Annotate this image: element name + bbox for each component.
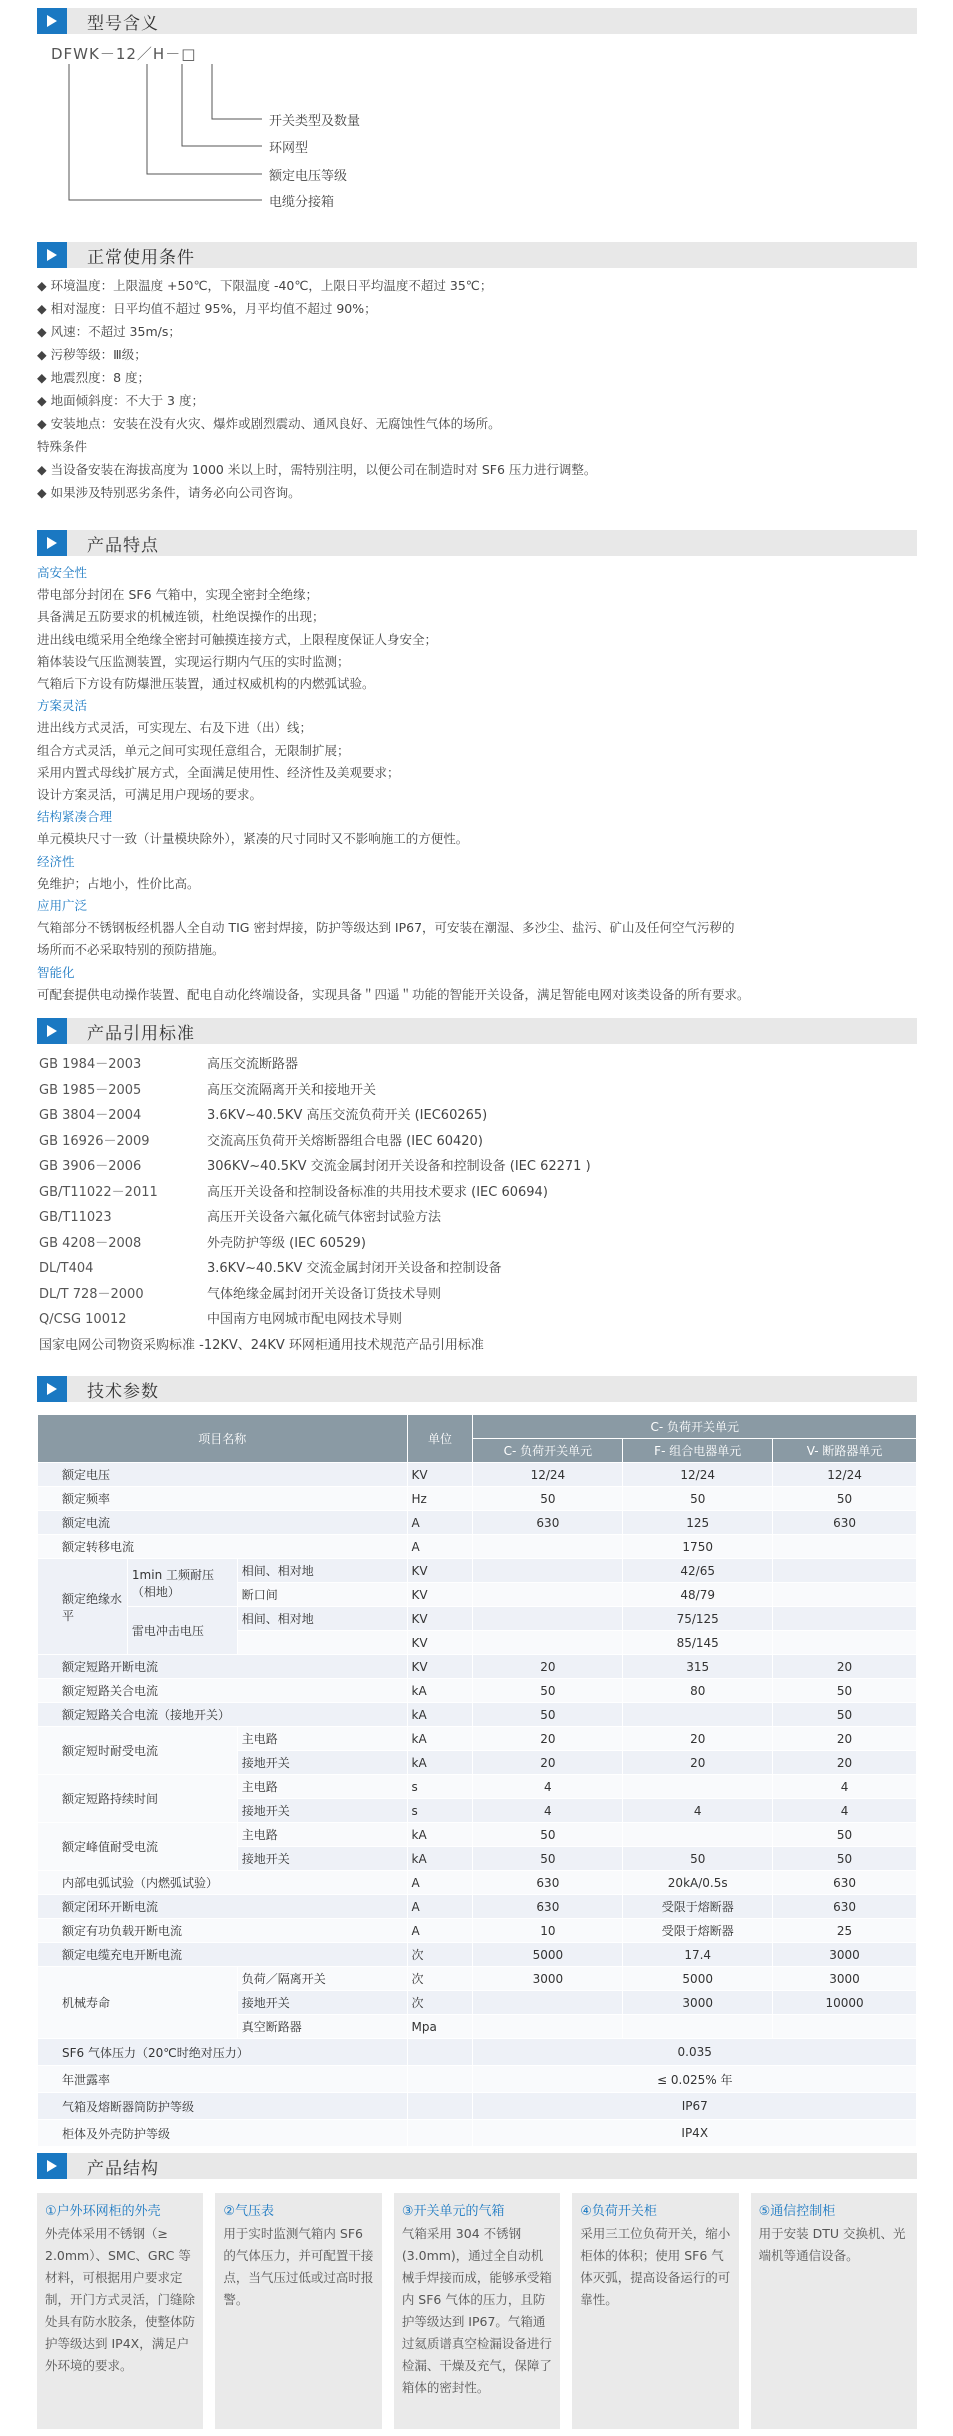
play-icon <box>37 242 67 268</box>
special-conditions-heading: 特殊条件 <box>37 439 88 454</box>
structure-box <box>37 2193 203 2429</box>
table-row <box>38 1895 917 1919</box>
condition-item: ◆ 地面倾斜度：不大于 3 度； <box>37 393 204 408</box>
cell-sub: 真空断路器 <box>237 2015 407 2039</box>
table-row <box>38 1943 917 1967</box>
cell-name: 额定短路持续时间 <box>38 1775 238 1823</box>
cell-name: 额定频率 <box>38 1487 408 1511</box>
section-title: 正常使用条件 <box>87 247 195 268</box>
standard-title: 外壳防护等级 (IEC 60529) <box>207 1235 366 1251</box>
cell-f: 受限于熔断器 <box>623 1919 773 1943</box>
feature-heading: 高安全性 <box>37 565 88 580</box>
feature-line: 设计方案灵活，可满足用户现场的要求。 <box>37 787 263 803</box>
cell-name: 额定闭环开断电流 <box>38 1895 408 1919</box>
cell-name: 额定有功负载开断电流 <box>38 1919 408 1943</box>
cell-v: 630 <box>773 1871 917 1895</box>
cell-unit: A <box>407 1535 473 1559</box>
structure-box-body: 用于实时监测气箱内 SF6 的气体压力，并可配置干接点，当气压过低或过高时报警。 <box>223 2226 374 2308</box>
table-row <box>38 1607 917 1631</box>
cell-f: 3000 <box>623 1991 773 2015</box>
standard-row <box>37 1052 917 1078</box>
params-table <box>37 1414 917 2147</box>
cell-value: 0.035 <box>473 2039 917 2066</box>
model-code: DFWK－12／H－□ <box>51 45 197 63</box>
table-row <box>38 1535 917 1559</box>
cell-name: 额定短路开断电流 <box>38 1655 408 1679</box>
cell-sub: 接地开关 <box>237 1847 407 1871</box>
table-row <box>38 1487 917 1511</box>
cell-f: 42/65 <box>623 1559 773 1583</box>
table-row <box>38 2066 917 2093</box>
structure-box-title: ①户外环网柜的外壳 <box>45 2204 161 2220</box>
structure-box <box>751 2193 917 2429</box>
cell-unit: kA <box>407 1847 473 1871</box>
section-header-standards <box>37 1018 917 1044</box>
cell-unit <box>407 2066 473 2093</box>
cell-unit: kA <box>407 1751 473 1775</box>
cell-name: 额定短路关合电流 <box>38 1679 408 1703</box>
cell-v: 12/24 <box>773 1463 917 1487</box>
structure-box-body: 外壳体采用不锈钢（≥ 2.0mm）、SMC、GRC 等材料，可根据用户要求定制，开门方式灵活，门缝除处具有防水胶条，使整体防护等级达到 IP4X，满足户外环境的要求。 <box>45 2226 196 2374</box>
feature-heading: 应用广泛 <box>37 898 88 914</box>
cell-f <box>623 1823 773 1847</box>
section-header-params <box>37 1376 917 1402</box>
condition-item: ◆ 风速：不超过 35m/s； <box>37 324 181 339</box>
table-row <box>38 1679 917 1703</box>
cell-f: 80 <box>623 1679 773 1703</box>
standard-title: 3.6KV~40.5KV 交流金属封闭开关设备和控制设备 <box>207 1261 502 1277</box>
cell-v <box>773 1631 917 1655</box>
play-icon <box>37 8 67 34</box>
cell-c: 10 <box>473 1919 623 1943</box>
standard-code: GB 3906－2006 <box>39 1159 142 1175</box>
cell-c <box>473 1991 623 2015</box>
header-item: 项目名称 <box>38 1415 408 1463</box>
cell-name: 额定短路关合电流（接地开关） <box>38 1703 408 1727</box>
cell-unit: KV <box>407 1583 473 1607</box>
cell-name: 额定电流 <box>38 1511 408 1535</box>
cell-unit: kA <box>407 1679 473 1703</box>
standard-row <box>37 1256 917 1282</box>
table-row <box>38 1775 917 1799</box>
feature-line: 气箱后下方设有防爆泄压装置，通过权威机构的内燃弧试验。 <box>37 676 375 692</box>
cell-value: IP4X <box>473 2120 917 2147</box>
structure-box <box>215 2193 381 2429</box>
cell-v: 25 <box>773 1919 917 1943</box>
cell-subgroup: 雷电冲击电压 <box>127 1607 237 1655</box>
standard-code: GB 16926－2009 <box>39 1133 150 1149</box>
cell-f <box>623 1775 773 1799</box>
cell-unit <box>407 2039 473 2066</box>
model-label: 电缆分接箱 <box>269 195 335 210</box>
standard-title: 交流高压负荷开关熔断器组合电器 (IEC 60420) <box>207 1133 483 1149</box>
cell-f: 1750 <box>623 1535 773 1559</box>
cell-f: 50 <box>623 1847 773 1871</box>
standard-title: 高压开关设备六氟化硫气体密封试验方法 <box>207 1210 442 1226</box>
standard-code: GB 1985－2005 <box>39 1082 142 1098</box>
condition-item: ◆ 安装地点：安装在没有火灾、爆炸或剧烈震动、通风良好、无腐蚀性气体的场所。 <box>37 416 501 431</box>
cell-sub: 接地开关 <box>237 1991 407 2015</box>
standard-row <box>37 1103 917 1129</box>
cell-v: 4 <box>773 1775 917 1799</box>
cell-value: ≤ 0.025% 年 <box>473 2066 917 2093</box>
standard-title: 3.6KV~40.5KV 高压交流负荷开关 (IEC60265) <box>207 1108 488 1124</box>
cell-unit: Hz <box>407 1487 473 1511</box>
cell-sub: 接地开关 <box>237 1799 407 1823</box>
feature-line: 采用内置式母线扩展方式，全面满足使用性、经济性及美观要求； <box>37 764 400 780</box>
standard-title: 高压交流断路器 <box>207 1057 299 1073</box>
cell-f: 75/125 <box>623 1607 773 1631</box>
cell-c: 20 <box>473 1751 623 1775</box>
standard-title: 高压开关设备和控制设备标准的共用技术要求 (IEC 60694) <box>207 1184 548 1200</box>
structure-box-body: 用于安装 DTU 交换机、光端机等通信设备。 <box>758 2226 906 2264</box>
cell-name: 额定峰值耐受电流 <box>38 1823 238 1871</box>
cell-v <box>773 1583 917 1607</box>
header-f: F- 组合电器单元 <box>623 1439 773 1463</box>
structure-box-body: 气箱采用 304 不锈钢 (3.0mm)，通过全自动机械手焊接而成，能够承受箱内 SF6 气体的压力，且防护等级达到 IP67。气箱通过氦质谱真空检漏设备进行检漏、干燥及充气，保障了箱体的密封性。 <box>401 2226 552 2396</box>
cell-unit: s <box>407 1775 473 1799</box>
cell-unit: A <box>407 1871 473 1895</box>
conditions-list <box>37 274 917 504</box>
cell-sub: 相间、相对地 <box>237 1559 407 1583</box>
cell-sub: 主电路 <box>237 1727 407 1751</box>
feature-line: 进出线方式灵活，可实现左、右及下进（出）线； <box>37 720 313 736</box>
standard-code: GB 1984－2003 <box>39 1057 142 1073</box>
cell-unit: KV <box>407 1559 473 1583</box>
cell-c <box>473 1583 623 1607</box>
page <box>37 8 917 2429</box>
cell-name: 额定电压 <box>38 1463 408 1487</box>
feature-line: 可配套提供电动操作装置、配电自动化终端设备，实现具备＂四遥＂功能的智能开关设备，满足智能电网对该类设备的所有要求。 <box>37 986 750 1002</box>
standard-title: 高压交流隔离开关和接地开关 <box>207 1082 377 1098</box>
cell-f: 315 <box>623 1655 773 1679</box>
cell-c: 50 <box>473 1847 623 1871</box>
cell-sub: 主电路 <box>237 1823 407 1847</box>
cell-f: 20 <box>623 1727 773 1751</box>
cell-c: 4 <box>473 1775 623 1799</box>
cell-name: 内部电弧试验（内燃弧试验） <box>38 1871 408 1895</box>
cell-unit: kA <box>407 1727 473 1751</box>
cell-c <box>473 1631 623 1655</box>
cell-c: 50 <box>473 1823 623 1847</box>
cell-name: 额定绝缘水平 <box>38 1559 128 1655</box>
standard-row <box>37 1129 917 1155</box>
feature-heading: 智能化 <box>37 964 75 980</box>
condition-item: ◆ 当设备安装在海拔高度为 1000 米以上时，需特别注明，以便公司在制造时对 SF6 压力进行调整。 <box>37 462 597 477</box>
standard-code: GB/T11022－2011 <box>39 1184 158 1200</box>
cell-sub <box>237 1631 407 1655</box>
standards-list <box>37 1052 917 1358</box>
model-label: 环网型 <box>269 141 309 156</box>
section-header-conditions <box>37 242 917 268</box>
standard-code: DL/T404 <box>39 1261 94 1277</box>
structure-box-title: ②气压表 <box>223 2204 275 2220</box>
condition-item: ◆ 环境温度：上限温度 +50℃，下限温度 -40℃，上限日平均温度不超过 35℃； <box>37 278 493 293</box>
cell-name: 柜体及外壳防护等级 <box>38 2120 408 2147</box>
standard-row <box>37 1180 917 1206</box>
feature-line: 单元模块尺寸一致（计量模块除外），紧凑的尺寸同时又不影响施工的方便性。 <box>37 831 469 847</box>
cell-unit: KV <box>407 1463 473 1487</box>
cell-unit: KV <box>407 1631 473 1655</box>
standard-title: 气体绝缘金属封闭开关设备订货技术导则 <box>207 1286 442 1302</box>
cell-unit: KV <box>407 1607 473 1631</box>
cell-c: 50 <box>473 1703 623 1727</box>
cell-sub: 主电路 <box>237 1775 407 1799</box>
cell-c: 630 <box>473 1511 623 1535</box>
structure-box-title: ③开关单元的气箱 <box>401 2204 505 2220</box>
cell-v: 50 <box>773 1847 917 1871</box>
cell-c <box>473 2015 623 2039</box>
cell-c: 20 <box>473 1727 623 1751</box>
cell-v: 50 <box>773 1487 917 1511</box>
structure-box <box>394 2193 560 2429</box>
cell-v: 4 <box>773 1799 917 1823</box>
standard-row <box>37 1154 917 1180</box>
table-row <box>38 1511 917 1535</box>
cell-v: 630 <box>773 1895 917 1919</box>
cell-f <box>623 2015 773 2039</box>
feature-heading: 经济性 <box>37 853 75 869</box>
cell-f: 5000 <box>623 1967 773 1991</box>
section-title: 技术参数 <box>87 1381 159 1402</box>
cell-v <box>773 1535 917 1559</box>
standard-code: GB/T11023 <box>39 1210 112 1226</box>
cell-unit: 次 <box>407 1967 473 1991</box>
section-header-features <box>37 530 917 556</box>
cell-v: 50 <box>773 1679 917 1703</box>
cell-v: 3000 <box>773 1967 917 1991</box>
standard-code: GB 4208－2008 <box>39 1235 142 1251</box>
feature-line: 气箱部分不锈钢板经机器人全自动 TIG 密封焊接，防护等级达到 IP67，可安装在潮湿、多沙尘、盐污、矿山及任何空气污秽的 <box>37 920 735 936</box>
cell-c: 50 <box>473 1679 623 1703</box>
cell-subgroup: 1min 工频耐压（相地） <box>127 1559 237 1607</box>
standard-title: 中国南方电网城市配电网技术导则 <box>207 1312 403 1328</box>
cell-c: 5000 <box>473 1943 623 1967</box>
cell-name: 额定短时耐受电流 <box>38 1727 238 1775</box>
feature-line: 场所而不必采取特别的预防措施。 <box>37 942 225 958</box>
cell-v <box>773 1559 917 1583</box>
header-c: C- 负荷开关单元 <box>473 1439 623 1463</box>
cell-unit: KV <box>407 1655 473 1679</box>
cell-v: 20 <box>773 1655 917 1679</box>
table-row <box>38 1655 917 1679</box>
section-title: 型号含义 <box>87 13 159 34</box>
condition-item: ◆ 相对湿度：日平均值不超过 95%，月平均值不超过 90%； <box>37 301 377 316</box>
table-row <box>38 1559 917 1583</box>
cell-unit <box>407 2120 473 2147</box>
cell-f: 17.4 <box>623 1943 773 1967</box>
standard-row <box>37 1307 917 1333</box>
table-row <box>38 2093 917 2120</box>
cell-unit: kA <box>407 1823 473 1847</box>
cell-v <box>773 1607 917 1631</box>
play-icon <box>37 2153 67 2179</box>
cell-c: 12/24 <box>473 1463 623 1487</box>
cell-unit: 次 <box>407 1943 473 1967</box>
cell-v: 50 <box>773 1703 917 1727</box>
condition-item: ◆ 污秽等级：Ⅲ级； <box>37 347 147 362</box>
model-leader-lines <box>37 34 437 204</box>
cell-v: 50 <box>773 1823 917 1847</box>
cell-unit: s <box>407 1799 473 1823</box>
condition-item: ◆ 地震烈度：8 度； <box>37 370 151 385</box>
standard-row <box>37 1231 917 1257</box>
cell-f: 125 <box>623 1511 773 1535</box>
table-row <box>38 1919 917 1943</box>
standard-code: DL/T 728－2000 <box>39 1286 144 1302</box>
structure-box <box>572 2193 738 2429</box>
cell-unit: A <box>407 1919 473 1943</box>
cell-f <box>623 1703 773 1727</box>
cell-name: 气箱及熔断器筒防护等级 <box>38 2093 408 2120</box>
cell-c: 3000 <box>473 1967 623 1991</box>
header-group: C- 负荷开关单元 <box>473 1415 917 1439</box>
play-icon <box>37 1376 67 1402</box>
standards-tail: 国家电网公司物资采购标准 -12KV、24KV 环网柜通用技术规范产品引用标准 <box>39 1337 484 1353</box>
standard-row <box>37 1282 917 1308</box>
cell-c <box>473 1607 623 1631</box>
cell-v: 3000 <box>773 1943 917 1967</box>
cell-f: 85/145 <box>623 1631 773 1655</box>
cell-f: 受限于熔断器 <box>623 1895 773 1919</box>
cell-sub: 断口间 <box>237 1583 407 1607</box>
cell-name: 机械寿命 <box>38 1967 238 2039</box>
cell-c: 630 <box>473 1895 623 1919</box>
standard-row <box>37 1205 917 1231</box>
section-title: 产品结构 <box>87 2158 159 2179</box>
cell-f: 12/24 <box>623 1463 773 1487</box>
structure-box-body: 采用三工位负荷开关，缩小柜体的体积；使用 SF6 气体灭弧，提高设备运行的可靠性。 <box>580 2226 731 2308</box>
structure-box-title: ④负荷开关柜 <box>580 2204 657 2220</box>
cell-unit <box>407 2093 473 2120</box>
cell-v <box>773 2015 917 2039</box>
section-title: 产品特点 <box>87 535 159 556</box>
cell-v: 10000 <box>773 1991 917 2015</box>
cell-unit: 次 <box>407 1991 473 2015</box>
cell-c <box>473 1559 623 1583</box>
cell-c: 4 <box>473 1799 623 1823</box>
cell-unit: kA <box>407 1703 473 1727</box>
cell-sub: 相间、相对地 <box>237 1607 407 1631</box>
cell-value: IP67 <box>473 2093 917 2120</box>
table-row <box>38 1967 917 1991</box>
structure-boxes <box>37 2193 917 2429</box>
cell-name: 额定电缆充电开断电流 <box>38 1943 408 1967</box>
cell-f: 48/79 <box>623 1583 773 1607</box>
cell-v: 20 <box>773 1727 917 1751</box>
feature-line: 箱体装设气压监测装置，实现运行期内气压的实时监测； <box>37 653 350 669</box>
features-list <box>37 562 917 1006</box>
cell-unit: A <box>407 1511 473 1535</box>
feature-line: 带电部分封闭在 SF6 气箱中，实现全密封全绝缘； <box>37 587 319 603</box>
cell-sub: 负荷／隔离开关 <box>237 1967 407 1991</box>
cell-name: SF6 气体压力（20℃时绝对压力） <box>38 2039 408 2066</box>
cell-name: 年泄露率 <box>38 2066 408 2093</box>
model-label: 额定电压等级 <box>269 169 348 184</box>
cell-c: 630 <box>473 1871 623 1895</box>
cell-unit: Mpa <box>407 2015 473 2039</box>
cell-name: 额定转移电流 <box>38 1535 408 1559</box>
cell-f: 50 <box>623 1487 773 1511</box>
section-header-model <box>37 8 917 34</box>
cell-unit: A <box>407 1895 473 1919</box>
cell-c: 50 <box>473 1487 623 1511</box>
cell-c: 20 <box>473 1655 623 1679</box>
play-icon <box>37 530 67 556</box>
feature-line: 进出线电缆采用全绝缘全密封可触摸连接方式，上限程度保证人身安全； <box>37 631 438 647</box>
feature-line: 免维护；占地小，性价比高。 <box>37 875 200 891</box>
condition-item: ◆ 如果涉及特别恶劣条件，请务必向公司咨询。 <box>37 485 301 500</box>
standard-code: GB 3804－2004 <box>39 1108 142 1124</box>
standard-title: 306KV~40.5KV 交流金属封闭开关设备和控制设备 (IEC 62271 ) <box>207 1159 591 1175</box>
table-row <box>38 1727 917 1751</box>
feature-heading: 方案灵活 <box>37 698 88 714</box>
table-row <box>38 1703 917 1727</box>
cell-v: 20 <box>773 1751 917 1775</box>
cell-c <box>473 1535 623 1559</box>
feature-heading: 结构紧凑合理 <box>37 809 113 825</box>
play-icon <box>37 1018 67 1044</box>
structure-box-title: ⑤通信控制柜 <box>758 2204 836 2220</box>
model-label: 开关类型及数量 <box>269 114 361 129</box>
standard-row <box>37 1078 917 1104</box>
cell-f: 20 <box>623 1751 773 1775</box>
feature-line: 具备满足五防要求的机械连锁，杜绝误操作的出现； <box>37 609 325 625</box>
header-unit: 单位 <box>407 1415 473 1463</box>
feature-line: 组合方式灵活，单元之间可实现任意组合，无限制扩展； <box>37 742 350 758</box>
cell-f: 4 <box>623 1799 773 1823</box>
section-title: 产品引用标准 <box>87 1023 195 1044</box>
cell-sub: 接地开关 <box>237 1751 407 1775</box>
cell-f: 20kA/0.5s <box>623 1871 773 1895</box>
model-diagram <box>37 34 917 210</box>
standard-code: Q/CSG 10012 <box>39 1312 127 1328</box>
table-row <box>38 1823 917 1847</box>
section-header-structure <box>37 2153 917 2179</box>
header-v: V- 断路器单元 <box>773 1439 917 1463</box>
cell-v: 630 <box>773 1511 917 1535</box>
table-row <box>38 1871 917 1895</box>
table-row <box>38 1463 917 1487</box>
table-row <box>38 2120 917 2147</box>
table-row <box>38 2039 917 2066</box>
